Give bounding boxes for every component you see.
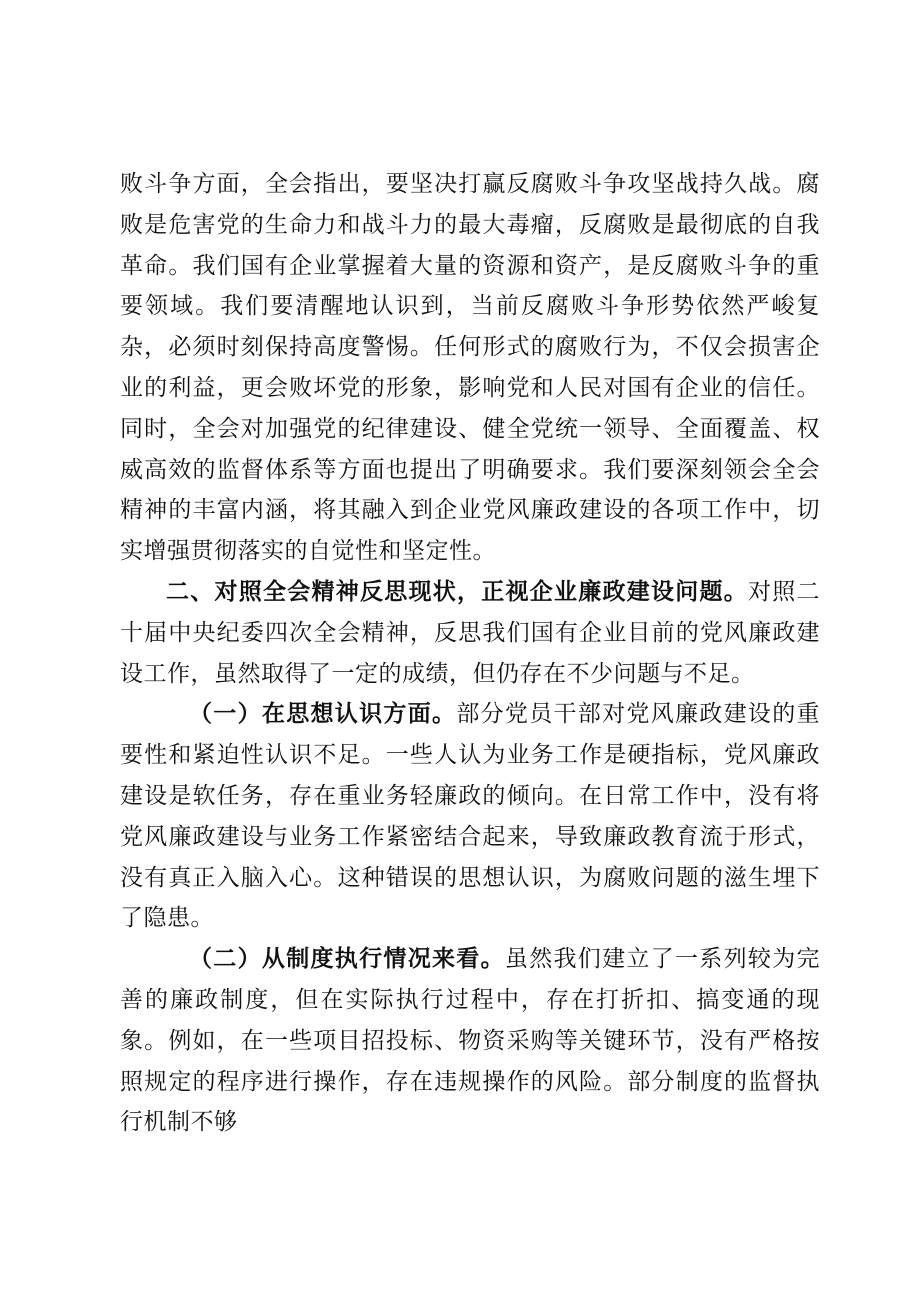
subsection-2-paragraph xyxy=(120,939,820,1143)
section-2-paragraph xyxy=(120,572,820,694)
section-2-body: 对照二十届中央纪委四次全会精神，反思我们国有企业目前的党风廉政建设工作，虽然取得了一定的成绩，但仍存在不少问题与不足。 xyxy=(120,578,820,687)
subsection-2-heading: （二）从制度执行情况来看。 xyxy=(189,945,505,973)
subsection-1-body: 部分党员干部对党风廉政建设的重要性和紧迫性认识不足。一些人认为业务工作是硬指标，党风廉政建设是软任务，存在重业务轻廉政的倾向。在日常工作中，没有将党风廉政建设与业务工作紧密结合起来，导致廉政教育流于形式，没有真正入脑入心。这种错误的思想认识，为腐败问题的滋生埋下了隐患。 xyxy=(120,701,821,932)
paragraph-anti-corruption: 败斗争方面，全会指出，要坚决打赢反腐败斗争攻坚战持久战。腐败是危害党的生命力和战斗力的最大毒瘤，反腐败是最彻底的自我革命。我们国有企业掌握着大量的资源和资产，是反腐败斗争的重要领域。我们要清醒地认识到，当前反腐败斗争形势依然严峻复杂，必须时刻保持高度警惕。任何形式的腐败行为，不仅会损害企业的利益，更会败坏党的形象，影响党和人民对国有企业的信任。同时，全会对加强党的纪律建设、健全党统一领导、全面覆盖、权威高效的监督体系等方面也提出了明确要求。我们要深刻领会全会精神的丰富内涵，将其融入到企业党风廉政建设的各项工作中，切实增强贯彻落实的自觉性和坚定性。 xyxy=(120,171,820,565)
section-2-heading: 二、对照全会精神反思现状，正视企业廉政建设问题。 xyxy=(166,577,748,605)
subsection-2-body: 虽然我们建立了一系列较为完善的廉政制度，但在实际执行过程中，存在打折扣、搞变通的现象。例如，在一些项目招投标、物资采购等关键环节，没有严格按照规定的程序进行操作，存在违规操作的风险。部分制度的监督执行机制不够 xyxy=(120,946,821,1136)
document-body xyxy=(120,164,820,1143)
subsection-1-paragraph xyxy=(120,694,820,939)
subsection-1-heading: （一）在思想认识方面。 xyxy=(189,700,457,728)
